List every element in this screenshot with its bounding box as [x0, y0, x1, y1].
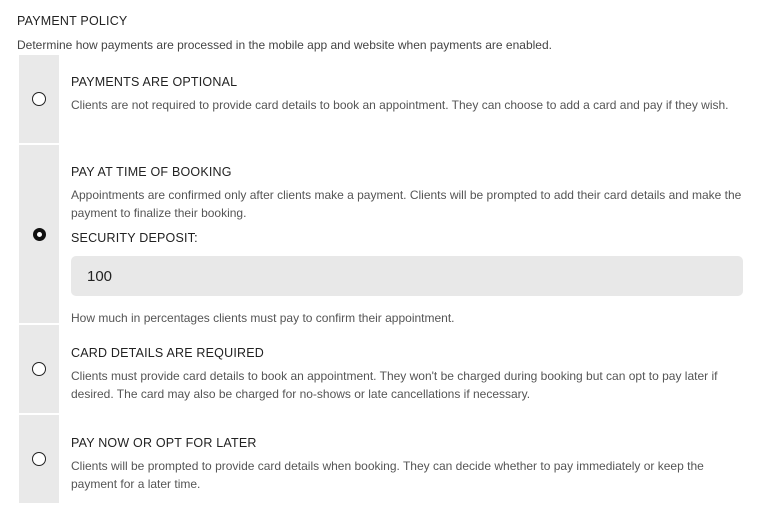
radio-cell[interactable]: [19, 145, 59, 323]
section-description: Determine how payments are processed in the mobile app and website when payments are enabled.: [17, 38, 552, 52]
option-content: [59, 415, 759, 503]
radio-button-pay-at-booking[interactable]: [33, 228, 46, 241]
security-deposit-input[interactable]: [71, 256, 743, 296]
radio-cell[interactable]: [19, 325, 59, 413]
option-description: Clients will be prompted to provide card details when booking. They can decide whether to pay immediately or keep the payment for a later time.: [71, 459, 704, 491]
radio-cell[interactable]: [19, 415, 59, 503]
option-title: PAYMENTS ARE OPTIONAL: [71, 75, 238, 89]
option-description: Appointments are confirmed only after clients make a payment. Clients will be prompted to add their card details and make the payment to finalize their booking.: [71, 188, 742, 220]
option-description: Clients are not required to provide card details to book an appointment. They can choose to add a card and pay if they wish.: [71, 98, 729, 112]
radio-button-payments-optional[interactable]: [32, 92, 46, 106]
payment-options-group: [19, 55, 759, 503]
option-pay-now-or-later[interactable]: [19, 415, 759, 503]
option-card-details-required[interactable]: [19, 325, 759, 413]
security-deposit-help: How much in percentages clients must pay to confirm their appointment.: [71, 311, 455, 325]
option-title: PAY AT TIME OF BOOKING: [71, 165, 232, 179]
radio-cell[interactable]: [19, 55, 59, 143]
option-title: CARD DETAILS ARE REQUIRED: [71, 346, 265, 360]
security-deposit-label: SECURITY DEPOSIT:: [71, 231, 198, 245]
option-payments-optional[interactable]: [19, 55, 759, 143]
option-title: PAY NOW OR OPT FOR LATER: [71, 436, 257, 450]
option-content: [59, 145, 759, 323]
radio-button-pay-now-or-later[interactable]: [32, 452, 46, 466]
option-pay-at-booking[interactable]: [19, 145, 759, 323]
option-content: [59, 325, 759, 413]
radio-button-card-details-required[interactable]: [32, 362, 46, 376]
option-description: Clients must provide card details to book an appointment. They won't be charged during booking but can opt to pay later if desired. The card may also be charged for no-shows or late cancellations if necessary.: [71, 369, 718, 401]
option-content: [59, 55, 759, 143]
section-title: PAYMENT POLICY: [17, 14, 128, 28]
